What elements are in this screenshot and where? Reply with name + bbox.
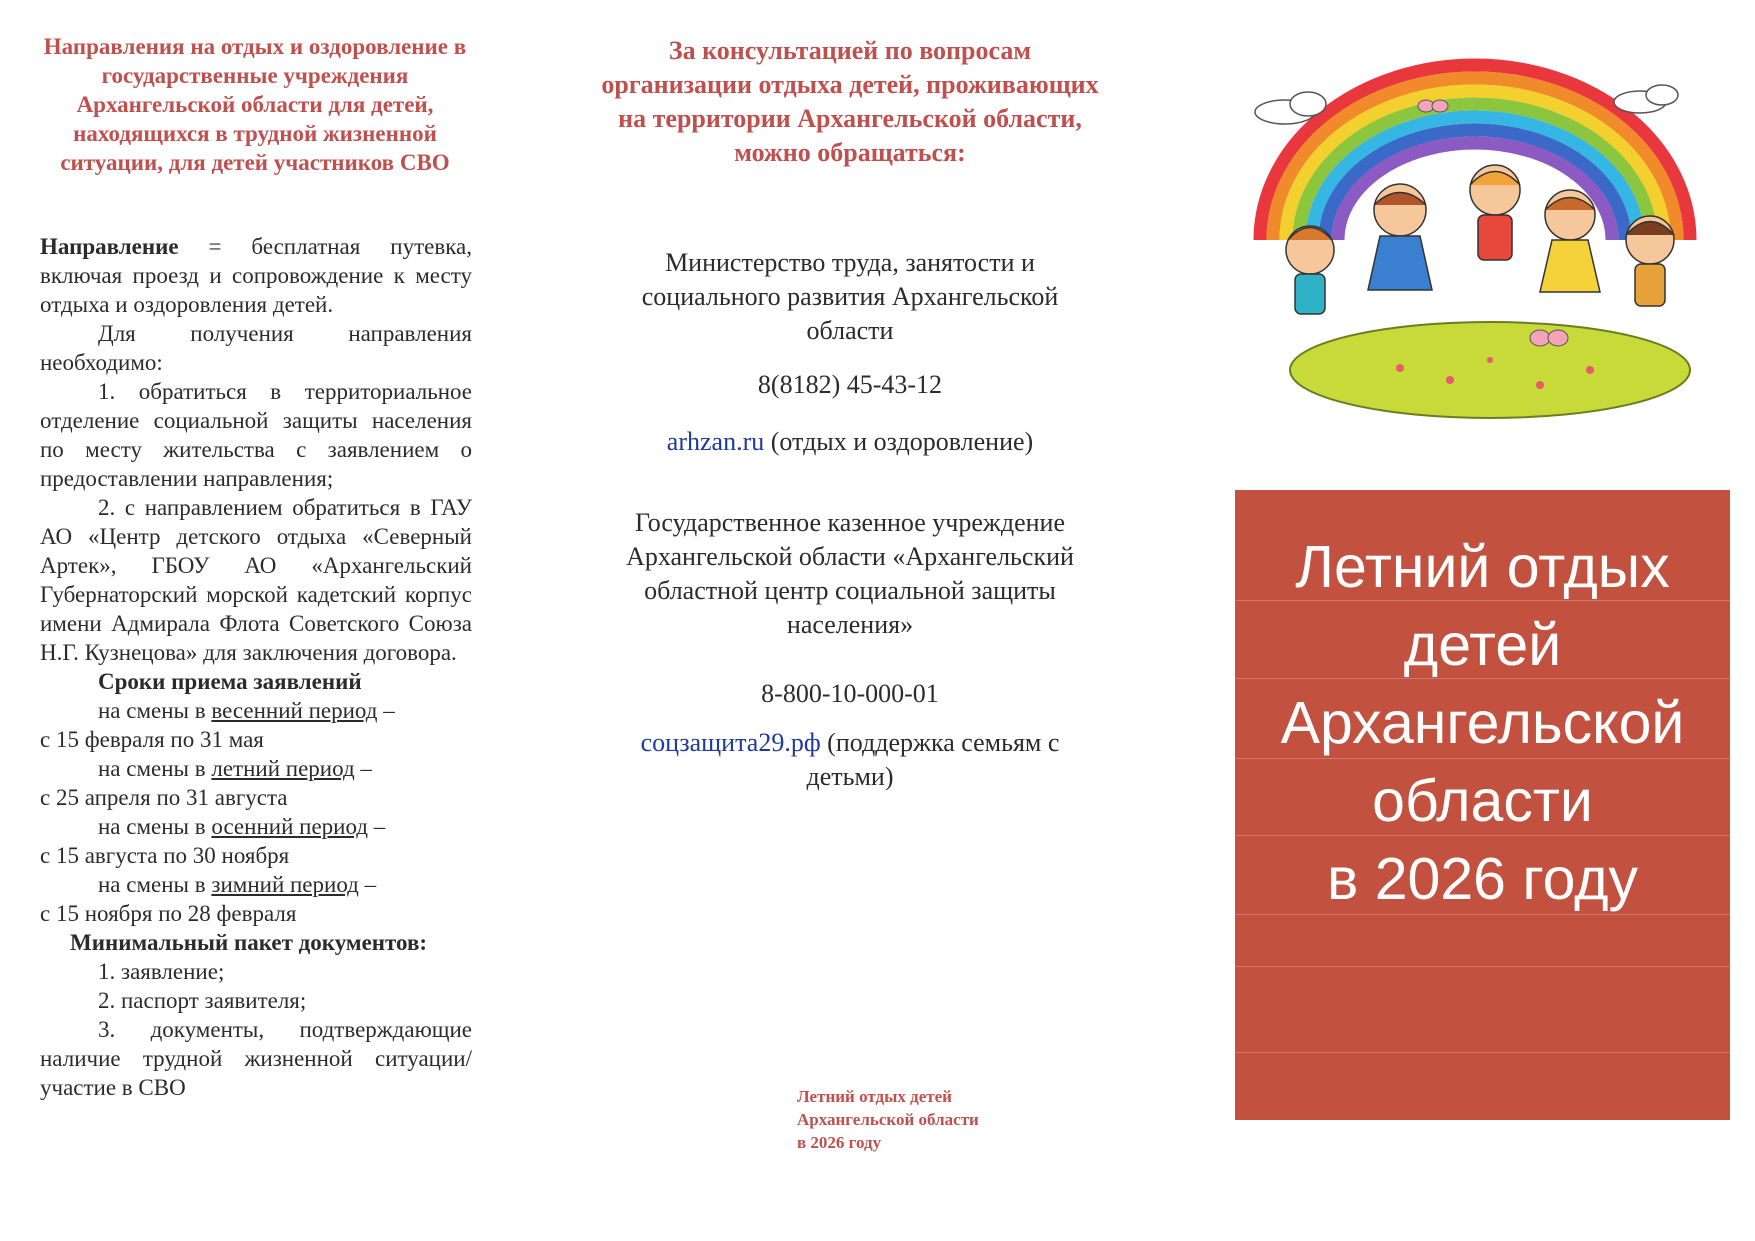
cover-stripe [1235,966,1730,967]
institution-site-note: (поддержка семьям с детьми) [806,728,1060,791]
institution-site-line [600,726,1100,794]
period-name: осенний период [211,814,368,839]
ministry-site-link[interactable]: arhzan.ru [666,427,765,456]
definition-term: Направление [40,234,179,259]
institution-phone: 8-800-10-000-01 [761,679,939,708]
cover-stripe [1235,1052,1730,1053]
institution-site-link[interactable]: соцзащита29.рф [640,728,821,757]
period-dates: с 15 ноября по 28 февраля [40,901,297,926]
step-1: 1. обратиться в территориальное отделение социальной защиты населения по месту жительства с заявлением о предоставлении направления; [40,379,472,491]
ministry-site-note: (отдых и оздоровление) [764,427,1034,456]
doc-item: 1. заявление; [98,959,225,984]
definition-text: = бесплатная путевка, включая проезд и сопровождение к месту отдыха и оздоровления детей. [40,234,472,317]
ministry-site-line [590,425,1110,459]
period-dates: с 15 августа по 30 ноября [40,843,290,868]
docs-title: Минимальный пакет документов: [70,930,428,955]
need-intro: Для получения направления необходимо: [40,321,472,375]
rainbow-illustration-svg [1240,40,1710,420]
step-2: 2. с направлением обратиться в ГАУ АО «Центр детского отдыха «Северный Артек», ГБОУ АО «Архангельский Губернаторский морской кадетский корпус имени Адмирала Флота Советского Союза Н.Г. Кузнецова» для заключения договора. [40,495,472,665]
left-body [40,232,472,1102]
ministry-phone: 8(8182) 45-43-12 [757,370,943,399]
cover-panel [1235,490,1730,1120]
brochure-footer-title: Летний отдых детей Архангельской области в 2026 году [797,1087,979,1152]
doc-item: 3. документы, подтверждающие наличие трудной жизненной ситуации/ участие в СВО [40,1017,472,1100]
period-name: летний период [211,756,355,781]
consultation-heading: За консультацией по вопросам организации отдыха детей, проживающих на территории Архангельской области, можно обращаться: [601,36,1099,167]
period-autumn: на смены в осенний период – [98,814,386,839]
period-name: весенний период [211,698,378,723]
period-dates: с 15 февраля по 31 мая [40,727,264,752]
period-name: зимний период [211,872,359,897]
left-heading: Направления на отдых и оздоровление в государственные учреждения Архангельской области для детей, находящихся в трудной жизненной ситуации, для детей участников СВО [43,34,467,175]
institution-name: Государственное казенное учреждение Архангельской области «Архангельский областной центр социальной защиты населения» [626,508,1074,639]
rainbow-children-illustration [1240,40,1710,420]
ministry-name: Министерство труда, занятости и социального развития Архангельской области [641,248,1059,345]
period-spring: на смены в весенний период – [98,698,395,723]
deadlines-title: Сроки приема заявлений [98,669,362,694]
period-winter: на смены в зимний период – [98,872,377,897]
definition-paragraph [40,232,472,319]
period-dates: с 25 апреля по 31 августа [40,785,288,810]
doc-item: 2. паспорт заявителя; [98,988,307,1013]
cover-title: Летний отдых детей Архангельской области в 2026 году [1280,534,1685,912]
period-summer: на смены в летний период – [98,756,372,781]
